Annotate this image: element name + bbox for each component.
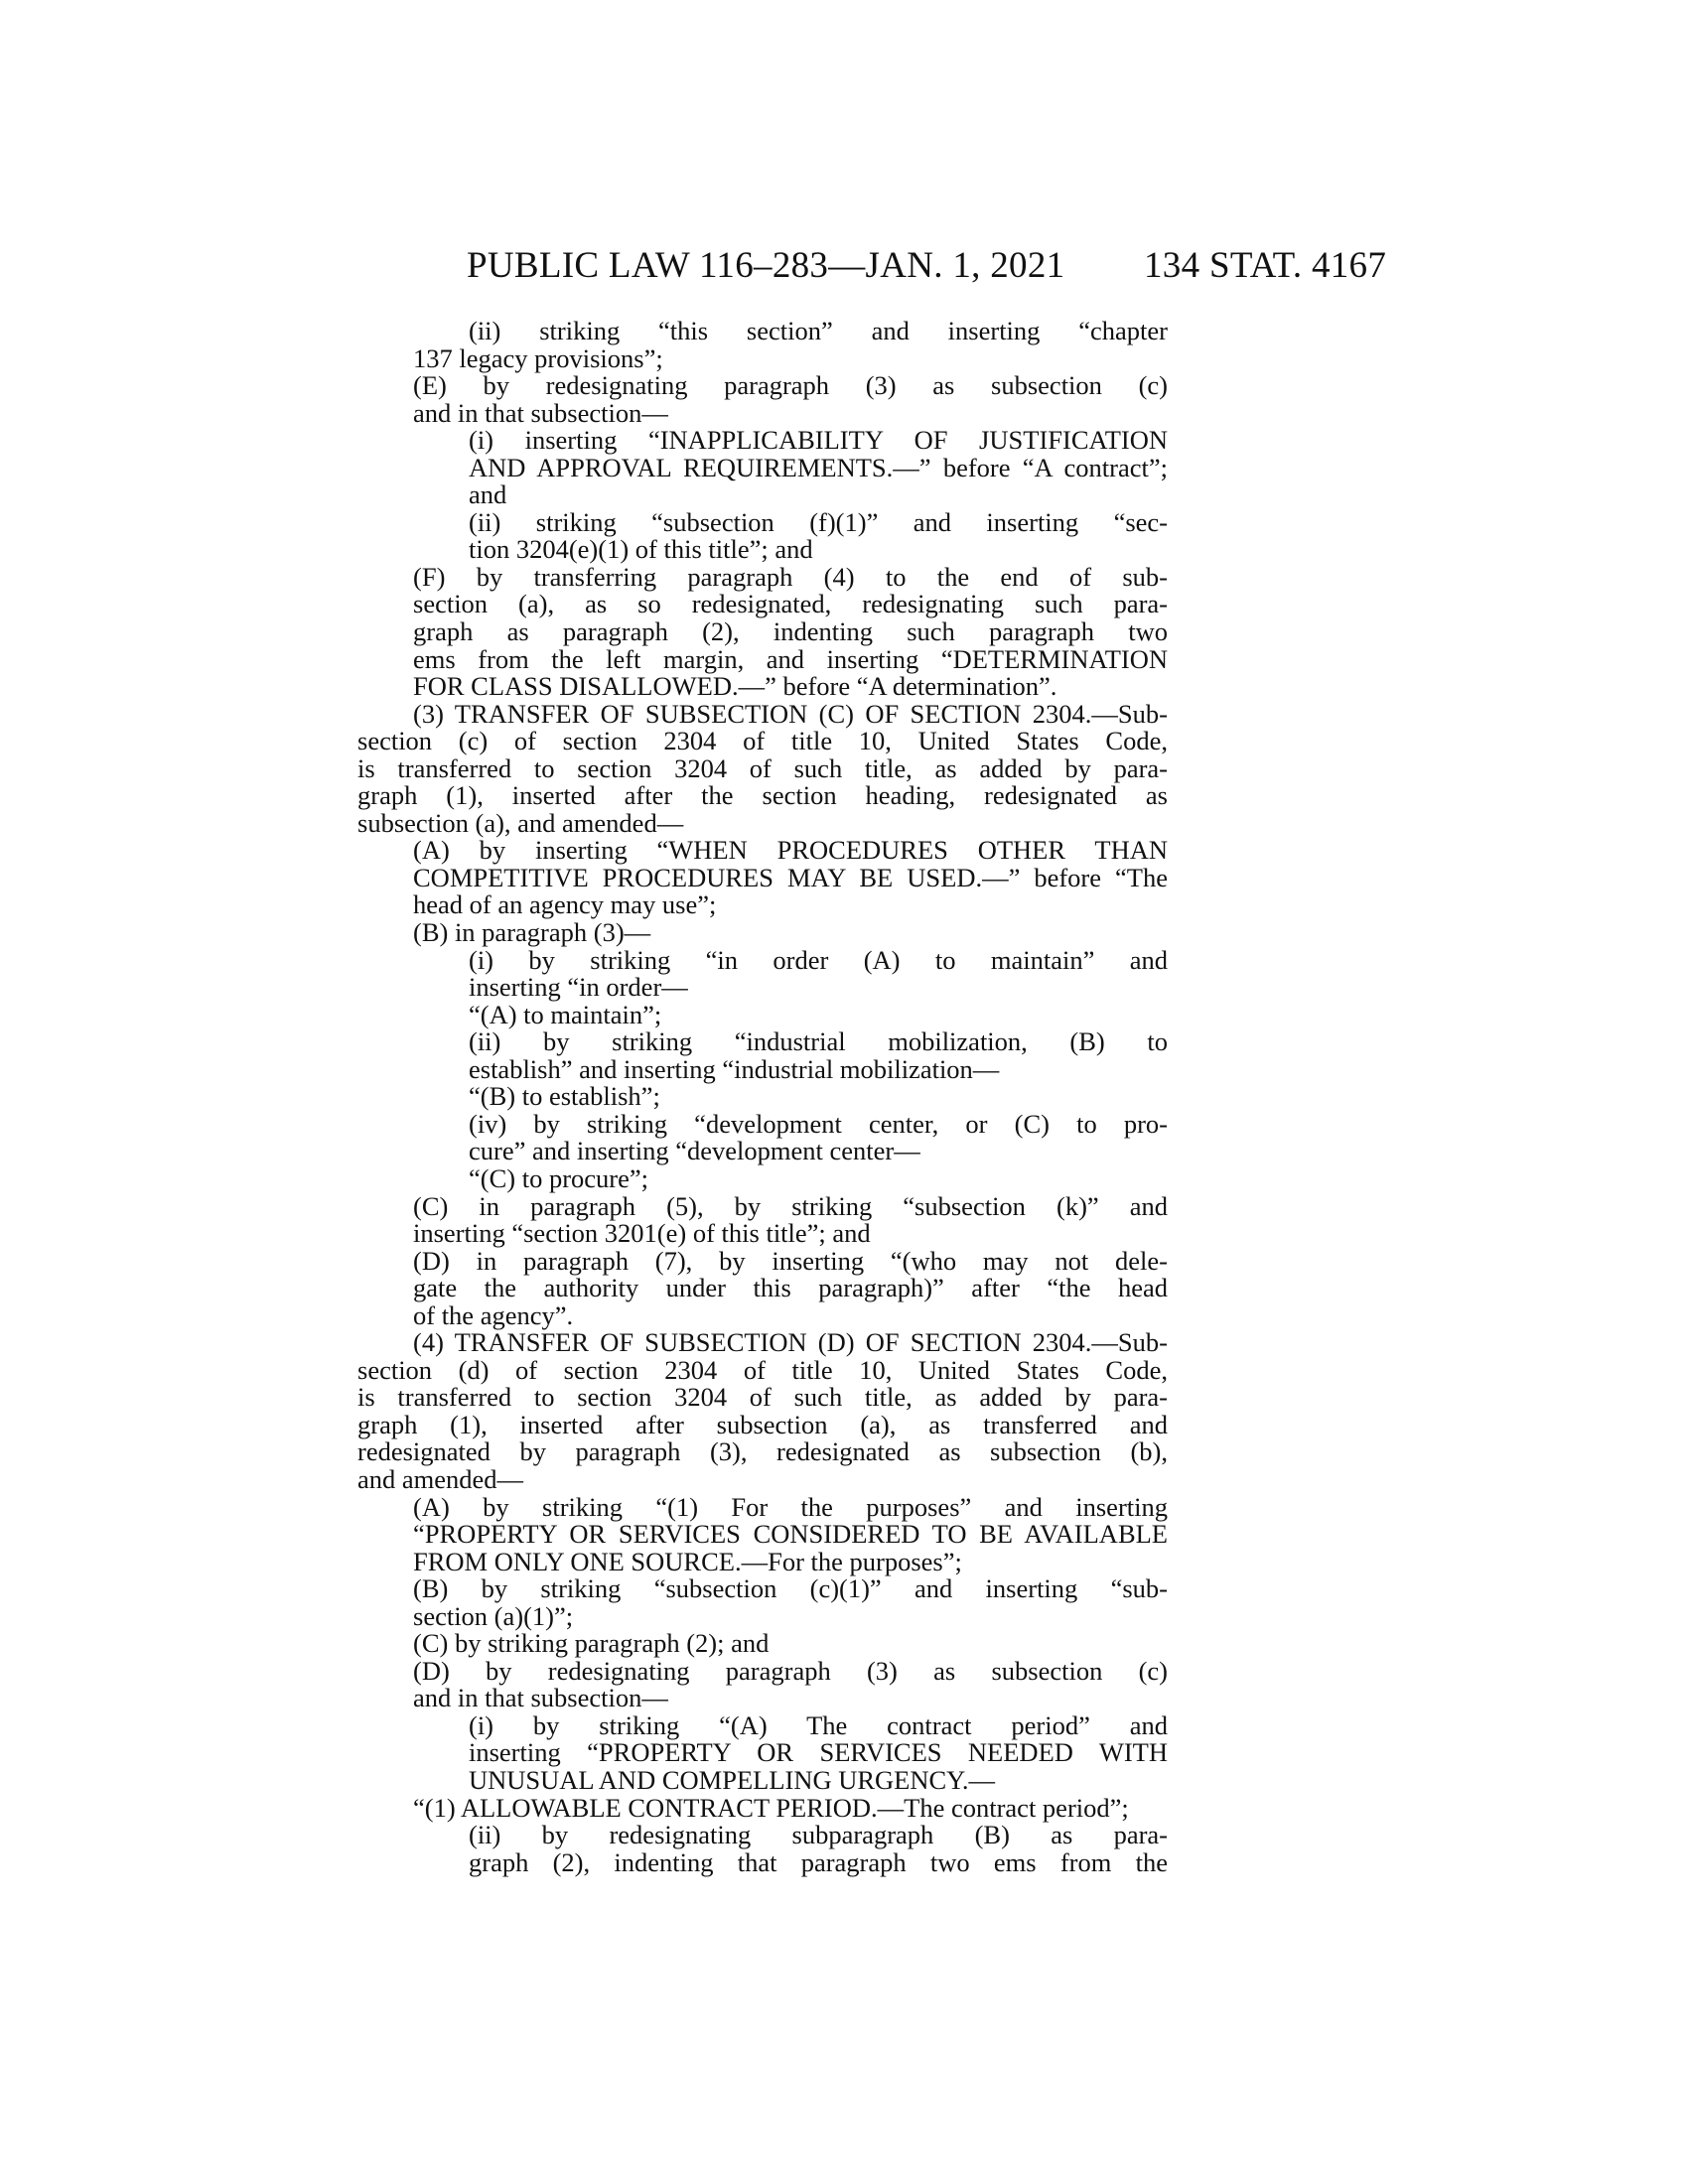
text-line: FOR CLASS DISALLOWED.—” before “A determination”.: [413, 671, 1057, 702]
text-line: is transferred to section 3204 of such title, as added by para-: [357, 752, 1168, 783]
text-line: establish” and inserting “industrial mobilization—: [469, 1053, 1000, 1084]
text-line: (ii) striking “subsection (f)(1)” and inserting “sec-: [469, 506, 1168, 537]
text-line: “(1) ALLOWABLE CONTRACT PERIOD.—The contract period”;: [413, 1792, 1129, 1823]
text-line: UNUSUAL AND COMPELLING URGENCY.—: [469, 1764, 996, 1795]
text-line: AND APPROVAL REQUIREMENTS.—” before “A contract”;: [469, 452, 1168, 482]
text-line: subsection (a), and amended—: [357, 807, 684, 838]
text-line: graph (1), inserted after the section heading, redesignated as: [357, 780, 1168, 811]
text-line: redesignated by paragraph (3), redesignated as subsection (b),: [357, 1436, 1168, 1467]
text-line: (B) by striking “subsection (c)(1)” and inserting “sub-: [413, 1573, 1168, 1604]
text-line: and amended—: [357, 1463, 524, 1494]
text-line: ems from the left margin, and inserting “DETERMINATION: [413, 643, 1168, 674]
text-line: section (a)(1)”;: [413, 1600, 574, 1631]
text-line: (i) inserting “INAPPLICABILITY OF JUSTIFICATION: [469, 425, 1168, 456]
text-line: tion 3204(e)(1) of this title”; and: [469, 534, 813, 565]
text-line: (E) by redesignating paragraph (3) as subsection (c): [413, 370, 1168, 401]
text-line: section (d) of section 2304 of title 10, United States Code,: [357, 1354, 1168, 1385]
text-line: FROM ONLY ONE SOURCE.—For the purposes”;: [413, 1546, 962, 1576]
text-line: (iv) by striking “development center, or (C) to pro-: [469, 1108, 1168, 1139]
text-line: section (a), as so redesignated, redesignating such para-: [413, 589, 1168, 619]
text-line: (F) by transferring paragraph (4) to the end of sub-: [413, 561, 1168, 592]
statute-body-text: [357, 318, 1168, 1876]
text-line: (ii) by redesignating subparagraph (B) as para-: [469, 1820, 1168, 1850]
text-line: “(C) to procure”;: [469, 1162, 648, 1193]
text-line: and: [469, 479, 507, 510]
text-line: (C) by striking paragraph (2); and: [413, 1628, 770, 1659]
text-line: graph (2), indenting that paragraph two ems from the: [469, 1846, 1168, 1877]
text-line: graph as paragraph (2), indenting such paragraph two: [413, 616, 1168, 647]
text-line: (D) in paragraph (7), by inserting “(who may not dele-: [413, 1245, 1168, 1276]
text-line: (i) by striking “(A) The contract period” and: [469, 1709, 1168, 1740]
text-line: head of an agency may use”;: [413, 889, 717, 920]
text-line: “(A) to maintain”;: [469, 999, 662, 1029]
text-line: of the agency”.: [413, 1299, 574, 1330]
text-line: (4) TRANSFER OF SUBSECTION (D) OF SECTION 2304.—Sub-: [413, 1327, 1168, 1358]
text-line: and in that subsection—: [413, 397, 668, 428]
text-line: is transferred to section 3204 of such title, as added by para-: [357, 1382, 1168, 1413]
text-line: 137 legacy provisions”;: [413, 342, 663, 373]
text-line: cure” and inserting “development center—: [469, 1136, 920, 1166]
text-line: gate the authority under this paragraph)” after “the head: [413, 1273, 1168, 1303]
text-line: (B) in paragraph (3)—: [413, 917, 651, 948]
running-header-title: PUBLIC LAW 116–283—JAN. 1, 2021: [467, 245, 1065, 286]
text-line: graph (1), inserted after subsection (a), as transferred and: [357, 1409, 1168, 1439]
text-line: (ii) by striking “industrial mobilization, (B) to: [469, 1026, 1168, 1057]
text-line: inserting “section 3201(e) of this title”; and: [413, 1218, 871, 1249]
text-line: (A) by inserting “WHEN PROCEDURES OTHER THAN: [413, 835, 1168, 866]
text-line: (i) by striking “in order (A) to maintain” and: [469, 944, 1168, 975]
text-line: “(B) to establish”;: [469, 1081, 660, 1112]
text-line: “PROPERTY OR SERVICES CONSIDERED TO BE AVAILABLE: [413, 1519, 1168, 1550]
text-line: (C) in paragraph (5), by striking “subsection (k)” and: [413, 1190, 1168, 1221]
text-line: inserting “in order—: [469, 972, 688, 1003]
text-line: (A) by striking “(1) For the purposes” and inserting: [413, 1491, 1168, 1522]
text-line: COMPETITIVE PROCEDURES MAY BE USED.—” before “The: [413, 862, 1168, 892]
page-stat-number: 134 STAT. 4167: [1144, 245, 1387, 286]
text-line: and in that subsection—: [413, 1683, 668, 1713]
text-line: (3) TRANSFER OF SUBSECTION (C) OF SECTION 2304.—Sub-: [413, 698, 1168, 729]
text-line: section (c) of section 2304 of title 10, United States Code,: [357, 726, 1168, 756]
text-line: inserting “PROPERTY OR SERVICES NEEDED WITH: [469, 1737, 1168, 1768]
text-line: (D) by redesignating paragraph (3) as subsection (c): [413, 1655, 1168, 1686]
text-line: (ii) striking “this section” and inserting “chapter: [469, 316, 1168, 345]
